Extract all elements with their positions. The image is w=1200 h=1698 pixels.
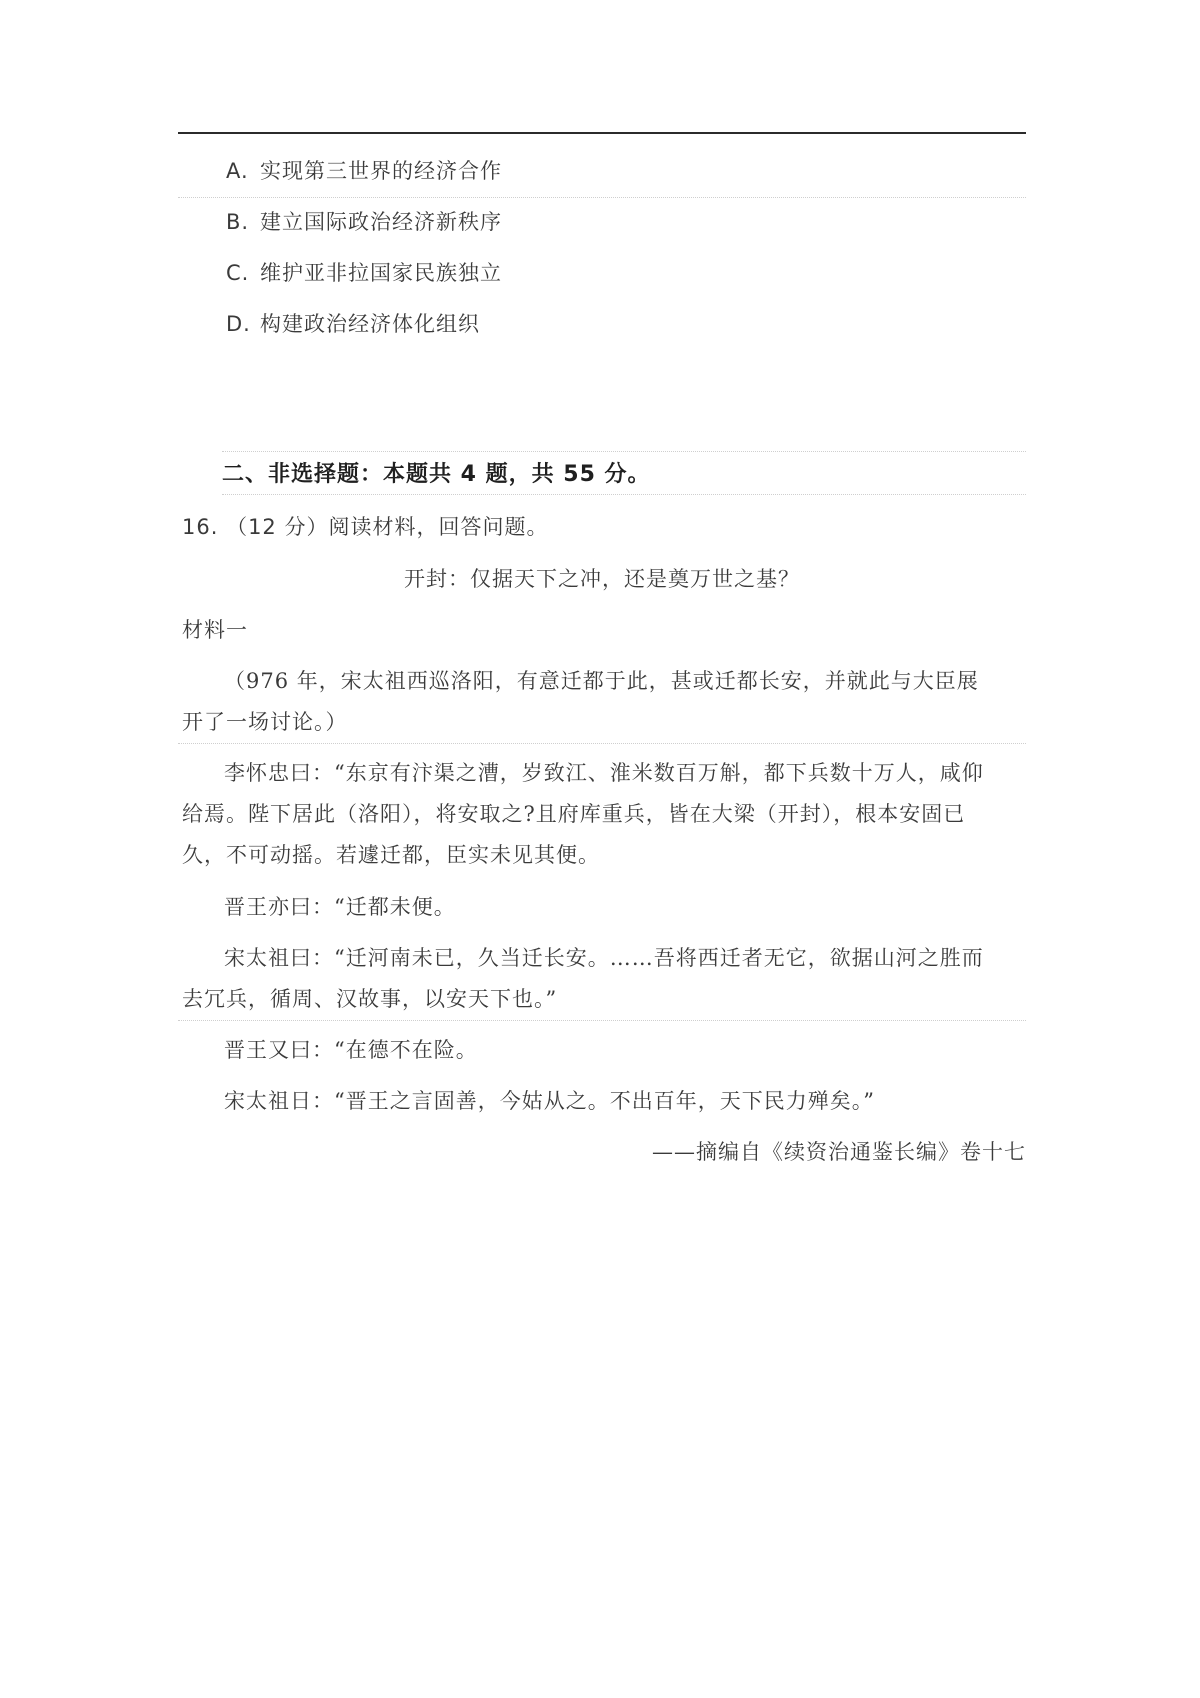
option-b [226, 207, 502, 237]
dotted-divider [178, 743, 1026, 744]
option-c-letter: C. [226, 261, 250, 285]
option-a-text: 实现第三世界的经济合作 [260, 159, 502, 183]
paragraph-4-line-1: 宋太祖曰：“迁河南未已，久当迁长安。……吾将西迁者无它，欲据山河之胜而 [224, 946, 984, 970]
option-a-letter: A. [226, 159, 249, 183]
option-d-letter: D. [226, 312, 251, 336]
dotted-divider [178, 197, 1026, 198]
paragraph-4-line-2: 去冗兵，循周、汉故事，以安天下也。” [182, 987, 558, 1011]
option-d [226, 309, 480, 339]
paragraph-2-line-1: 李怀忠曰：“东京有汴渠之漕，岁致江、淮米数百万斛，都下兵数十万人，咸仰 [224, 761, 984, 785]
paragraph-2-line-3: 久，不可动摇。若遽迁都，臣实未见其便。 [182, 843, 600, 867]
paragraph-3-line-1: 晋王亦曰：“迁都未便。 [224, 895, 456, 919]
paragraph-1-line-1: （976 年，宋太祖西巡洛阳，有意迁都于此，甚或迁都长安，并就此与大臣展 [224, 669, 979, 693]
option-b-letter: B. [226, 210, 250, 234]
dotted-divider [222, 494, 1026, 495]
option-b-text: 建立国际政治经济新秩序 [260, 210, 502, 234]
material-label: 材料一 [182, 618, 248, 642]
dotted-divider [222, 451, 1026, 452]
paragraph-5-line-1: 晋王又曰：“在德不在险。 [224, 1038, 478, 1062]
paragraph-6-line-1: 宋太祖日：“晋王之言固善，今姑从之。不出百年，天下民力殚矣。” [224, 1089, 875, 1113]
paragraph-2-line-2: 给焉。陛下居此（洛阳），将安取之?且府库重兵，皆在大梁（开封），根本安固已 [182, 802, 966, 826]
source-citation: ——摘编自《续资治通鉴长编》卷十七 [652, 1140, 1026, 1164]
section-heading: 二、非选择题：本题共 4 题，共 55 分。 [222, 462, 651, 487]
option-c [226, 258, 502, 288]
option-d-text: 构建政治经济体化组织 [260, 312, 480, 336]
paragraph-1-line-2: 开了一场讨论。） [182, 710, 348, 734]
option-c-text: 维护亚非拉国家民族独立 [260, 261, 502, 285]
question-prompt: 16. （12 分）阅读材料，回答问题。 [182, 515, 549, 539]
dotted-divider [178, 1020, 1026, 1021]
option-a [226, 156, 502, 186]
top-rule [178, 132, 1026, 134]
question-title: 开封：仅据天下之冲，还是奠万世之基？ [404, 567, 800, 591]
